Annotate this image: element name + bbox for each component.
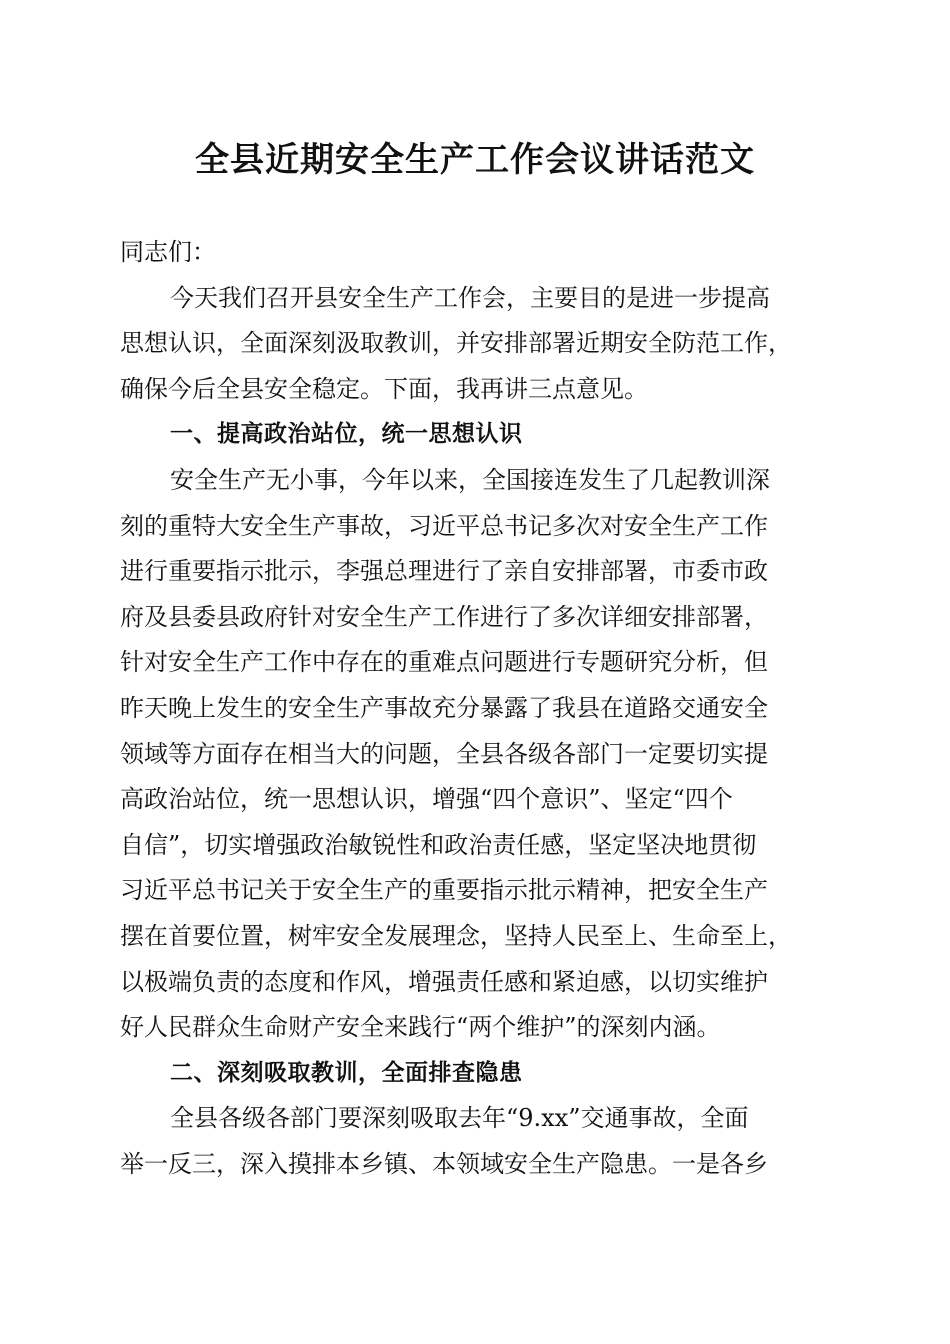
text-line: 安全生产无小事，今年以来，全国接连发生了几起教训深	[170, 465, 770, 494]
text-line: 刻的重特大安全生产事故，习近平总书记多次对安全生产工作	[120, 511, 768, 540]
text-line: 以极端负责的态度和作风，增强责任感和紧迫感，以切实维护	[120, 967, 768, 996]
text-line: 思想认识，全面深刻汲取教训，并安排部署近期安全防范工作，	[120, 329, 792, 358]
section-heading: 一、提高政治站位，统一思想认识	[170, 421, 523, 448]
text-line: 针对安全生产工作中存在的重难点问题进行专题研究分析，但	[120, 648, 768, 677]
text-line: 领域等方面存在相当大的问题，全县各级各部门一定要切实提	[120, 739, 768, 768]
text-line: 全县各级各部门要深刻吸取去年“9.xx”交通事故，全面	[170, 1104, 749, 1133]
document-body	[120, 230, 832, 1187]
text-line: 确保今后全县安全稳定。下面，我再讲三点意见。	[120, 374, 648, 403]
text-line: 举一反三，深入摸排本乡镇、本领域安全生产隐患。一是各乡	[120, 1149, 768, 1178]
text-line: 自信”，切实增强政治敏锐性和政治责任感，坚定坚决地贯彻	[120, 830, 757, 859]
document-title: 全县近期安全生产工作会议讲话范文	[195, 140, 755, 180]
text-line: 高政治站位，统一思想认识，增强“四个意识”、坚定“四个	[120, 785, 733, 814]
text-line: 同志们：	[120, 238, 216, 266]
text-line: 今天我们召开县安全生产工作会，主要目的是进一步提高	[170, 283, 770, 312]
text-line: 进行重要指示批示，李强总理进行了亲自安排部署，市委市政	[120, 557, 768, 586]
text-line: 习近平总书记关于安全生产的重要指示批示精神，把安全生产	[120, 876, 768, 905]
text-line: 府及县委县政府针对安全生产工作进行了多次详细安排部署，	[120, 602, 768, 631]
text-line: 好人民群众生命财产安全来践行“两个维护”的深刻内涵。	[120, 1013, 721, 1042]
text-line: 摆在首要位置，树牢安全发展理念，坚持人民至上、生命至上，	[120, 921, 792, 950]
text-line: 昨天晚上发生的安全生产事故充分暴露了我县在道路交通安全	[120, 693, 768, 722]
section-heading: 二、深刻吸取教训，全面排查隐患	[170, 1059, 523, 1086]
